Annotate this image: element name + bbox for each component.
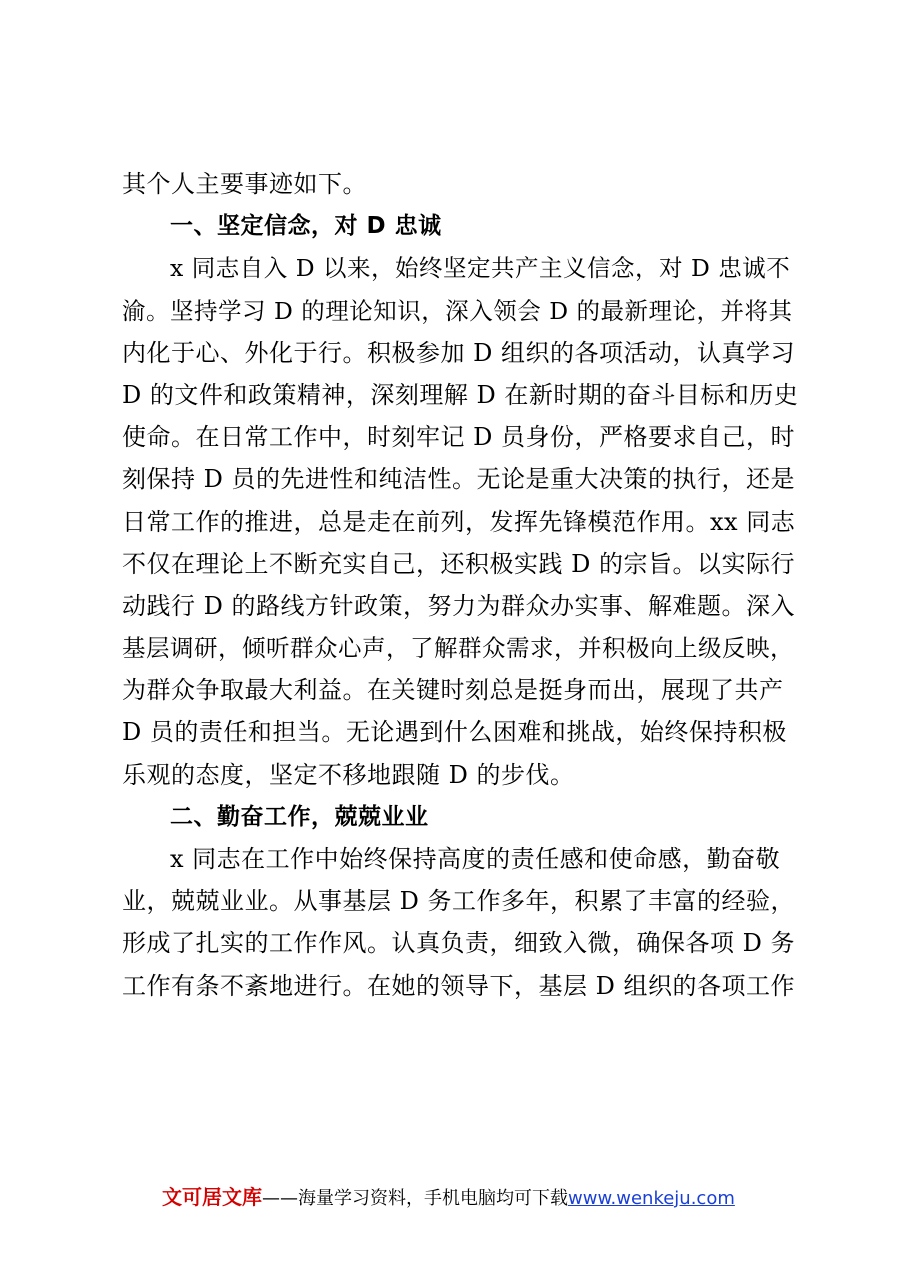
footer-banner [162,1182,802,1214]
footer-tagline: ——海量学习资料，手机电脑均可下载 [262,1188,568,1209]
text-line: 内化于心、外化于行。积极参加 D 组织的各项活动，认真学习 [122,338,795,367]
section-heading: 一、坚定信念，对 D 忠诚 [170,213,442,240]
website-link[interactable]: www.wenkeju.com [568,1188,735,1209]
text-line: 其个人主要事迹如下。 [122,170,367,198]
text-line: 乐观的态度，坚定不移地跟随 D 的步伐。 [122,760,575,789]
text-line: 使命。在日常工作中，时刻牢记 D 员身份，严格要求自己，时 [122,423,795,452]
text-line: 刻保持 D 员的先进性和纯洁性。无论是重大决策的执行，还是 [122,465,795,494]
text-line: 形成了扎实的工作作风。认真负责，细致入微，确保各项 D 务 [122,929,795,958]
text-line: D 员的责任和担当。无论遇到什么困难和挑战，始终保持积极 [122,718,787,747]
section-heading: 二、勤奋工作，兢兢业业 [170,803,429,830]
text-line: 基层调研，倾听群众心声，了解群众需求，并积极向上级反映， [122,634,794,663]
document-body [122,163,802,1007]
text-line: 不仅在理论上不断充实自己，还积极实践 D 的宗旨。以实际行 [122,549,795,578]
text-line: 为群众争取最大利益。在关键时刻总是挺身而出，展现了共产 [122,676,784,705]
brand-name: 文可居文库 [162,1185,262,1209]
text-line: x 同志自入 D 以来，始终坚定共产主义信念，对 D 忠诚不 [170,254,791,283]
text-line: 渝。坚持学习 D 的理论知识，深入领会 D 的最新理论，并将其 [122,296,793,325]
text-line: D 的文件和政策精神，深刻理解 D 在新时期的奋斗目标和历史 [122,380,799,409]
text-line: 业，兢兢业业。从事基层 D 务工作多年，积累了丰富的经验， [122,887,795,916]
text-line: 日常工作的推进，总是走在前列，发挥先锋模范作用。xx 同志 [122,507,796,536]
text-line: x 同志在工作中始终保持高度的责任感和使命感，勤奋敬 [170,845,781,873]
text-line: 动践行 D 的路线方针政策，努力为群众办实事、解难题。深入 [122,591,795,620]
text-line: 工作有条不紊地进行。在她的领导下，基层 D 组织的各项工作 [122,971,795,1000]
